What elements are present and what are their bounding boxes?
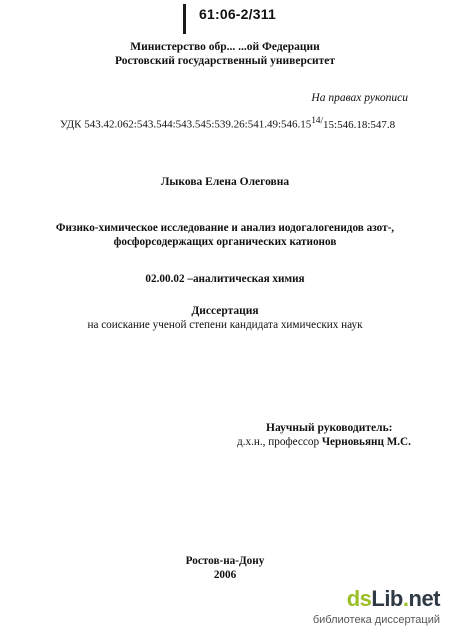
degree-line: на соискание ученой степени кандидата химических наук [87, 319, 363, 331]
university-line: Ростовский государственный университет [114, 55, 336, 67]
ministry-line: Министерство обр... ...ой Федерации [130, 41, 320, 53]
year: 2006 [213, 569, 237, 581]
city: Ростов-на-Дону [185, 555, 265, 567]
document-type: Диссертация [191, 305, 259, 317]
logo-lib: Lib [371, 586, 403, 611]
udc-part-c-wrap [320, 115, 396, 131]
udc-code [60, 115, 395, 131]
supervisor-line [237, 436, 411, 448]
manuscript-rights: На правах рукописи [311, 92, 408, 104]
thesis-title-line-2: фосфорсодержащих органических катионов [113, 236, 337, 248]
supervisor-name: Черновьянц М.С. [321, 436, 411, 448]
stamp-code: 61:06-2/311 [199, 6, 276, 22]
udc-superscript-2: / [320, 115, 324, 125]
dslib-watermark[interactable] [280, 586, 440, 630]
logo-dot: . [402, 586, 409, 611]
archive-stamp [183, 0, 333, 40]
udc-part-c: 15:546.18:547.8 [323, 118, 396, 131]
udc-part-b: 14 [311, 115, 321, 125]
logo-ds: ds [346, 586, 372, 611]
supervisor-label: Научный руководитель: [266, 422, 393, 434]
specialty: 02.00.02 –аналитическая химия [145, 273, 305, 285]
thesis-title-line-1: Физико-химическое исследование и анализ иодогалогенидов азот-, [55, 222, 395, 234]
logo-tld: net [408, 586, 440, 611]
watermark-tagline: библиотека диссертаций [312, 614, 440, 626]
supervisor-credentials: д.х.н., профессор [237, 436, 322, 448]
author-name: Лыкова Елена Олеговна [160, 176, 290, 188]
udc-part-a: УДК 543.42.062:543.544:543.545:539.26:541.49:546.15 [60, 118, 312, 131]
stamp-bar [183, 4, 186, 34]
dslib-logo[interactable] [347, 586, 440, 612]
